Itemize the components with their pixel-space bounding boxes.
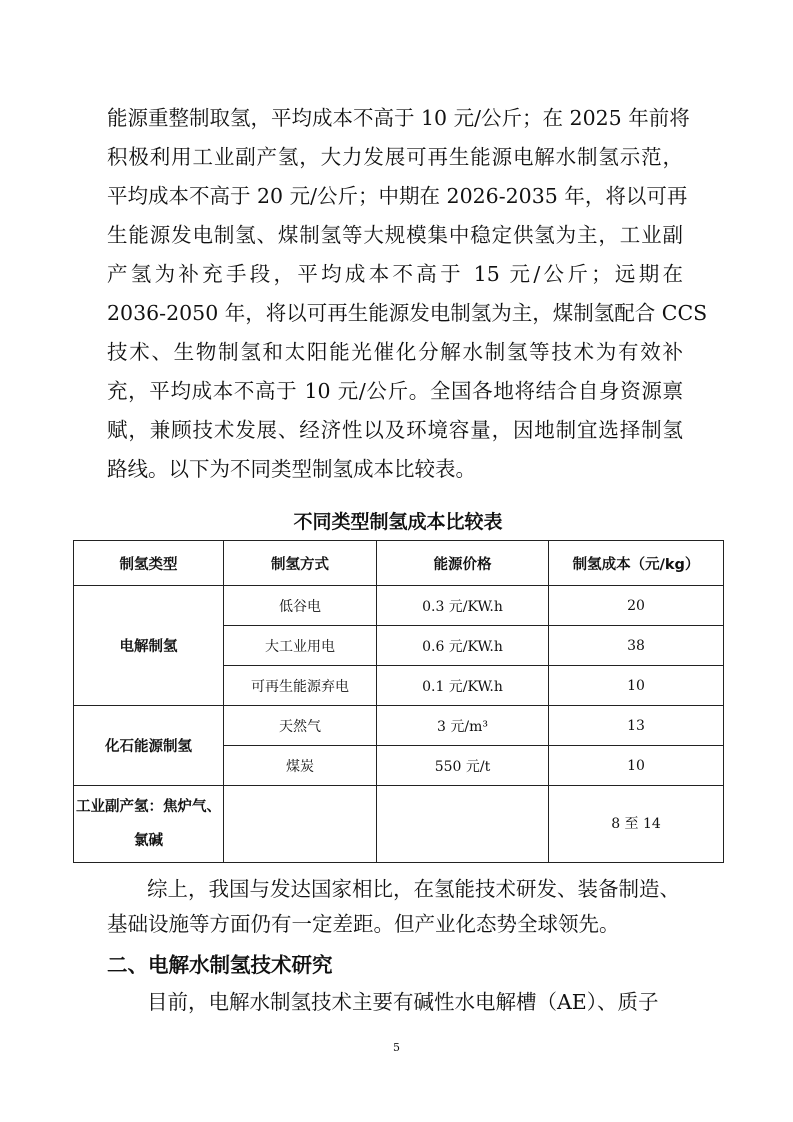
- price-cell: 550 元/t: [377, 746, 549, 786]
- price-cell: 3 元/m³: [377, 706, 549, 746]
- table-header-row: [74, 541, 724, 586]
- paragraph-line: 基础设施等方面仍有一定差距。但产业化态势全球领先。: [107, 912, 620, 936]
- type-cell: 化石能源制氢: [74, 706, 224, 786]
- paragraph-line: 平均成本不高于 20 元/公斤；中期在 2026-2035 年，将以可再: [107, 184, 688, 208]
- cost-cell: 38: [549, 626, 724, 666]
- paragraph-line: 2036-2050 年，将以可再生能源发电制氢为主，煤制氢配合 CCS: [107, 301, 708, 325]
- method-cell: [224, 786, 377, 863]
- price-cell: 0.6 元/KW.h: [377, 626, 549, 666]
- price-cell: 0.1 元/KW.h: [377, 666, 549, 706]
- method-cell: 大工业用电: [224, 626, 377, 666]
- cost-cell: 13: [549, 706, 724, 746]
- price-cell: 0.3 元/KW.h: [377, 586, 549, 626]
- cost-cell: 8 至 14: [549, 786, 724, 863]
- table-row: [74, 586, 724, 626]
- paragraph-line: 积极利用工业副产氢，大力发展可再生能源电解水制氢示范，: [107, 145, 683, 169]
- cost-comparison-table: [73, 540, 724, 863]
- price-cell: [377, 786, 549, 863]
- method-cell: 可再生能源弃电: [224, 666, 377, 706]
- paragraph-line: 综上，我国与发达国家相比，在氢能技术研发、装备制造、: [147, 877, 680, 901]
- page-number: 5: [393, 1041, 400, 1054]
- paragraph-line: 能源重整制取氢，平均成本不高于 10 元/公斤；在 2025 年前将: [107, 106, 690, 130]
- table-row: [74, 706, 724, 746]
- section-heading: 二、电解水制氢技术研究: [107, 953, 333, 977]
- table-row: [74, 786, 724, 863]
- header-type: 制氢类型: [74, 541, 224, 586]
- method-cell: 低谷电: [224, 586, 377, 626]
- method-cell: 煤炭: [224, 746, 377, 786]
- header-method: 制氢方式: [224, 541, 377, 586]
- cost-cell: 10: [549, 746, 724, 786]
- header-price: 能源价格: [377, 541, 549, 586]
- paragraph-line: 充，平均成本不高于 10 元/公斤。全国各地将结合自身资源禀: [107, 379, 683, 403]
- cost-cell: 10: [549, 666, 724, 706]
- header-cost: 制氢成本（元/kg）: [549, 541, 724, 586]
- type-cell: 工业副产氢：焦炉气、氯碱: [74, 786, 224, 863]
- cost-cell: 20: [549, 586, 724, 626]
- paragraph-line: 赋，兼顾技术发展、经济性以及环境容量，因地制宜选择制氢: [107, 418, 683, 442]
- paragraph-line: 生能源发电制氢、煤制氢等大规模集中稳定供氢为主，工业副: [107, 223, 683, 247]
- type-cell: 电解制氢: [74, 586, 224, 706]
- paragraph-line: 路线。以下为不同类型制氢成本比较表。: [107, 457, 476, 481]
- paragraph-line: 目前，电解水制氢技术主要有碱性水电解槽（AE）、质子: [147, 990, 659, 1014]
- paragraph-line: 技术、生物制氢和太阳能光催化分解水制氢等技术为有效补: [107, 340, 683, 364]
- table-title: 不同类型制氢成本比较表: [293, 511, 503, 533]
- paragraph-line: 产氢为补充手段，平均成本不高于 15 元/公斤；远期在: [107, 262, 683, 286]
- method-cell: 天然气: [224, 706, 377, 746]
